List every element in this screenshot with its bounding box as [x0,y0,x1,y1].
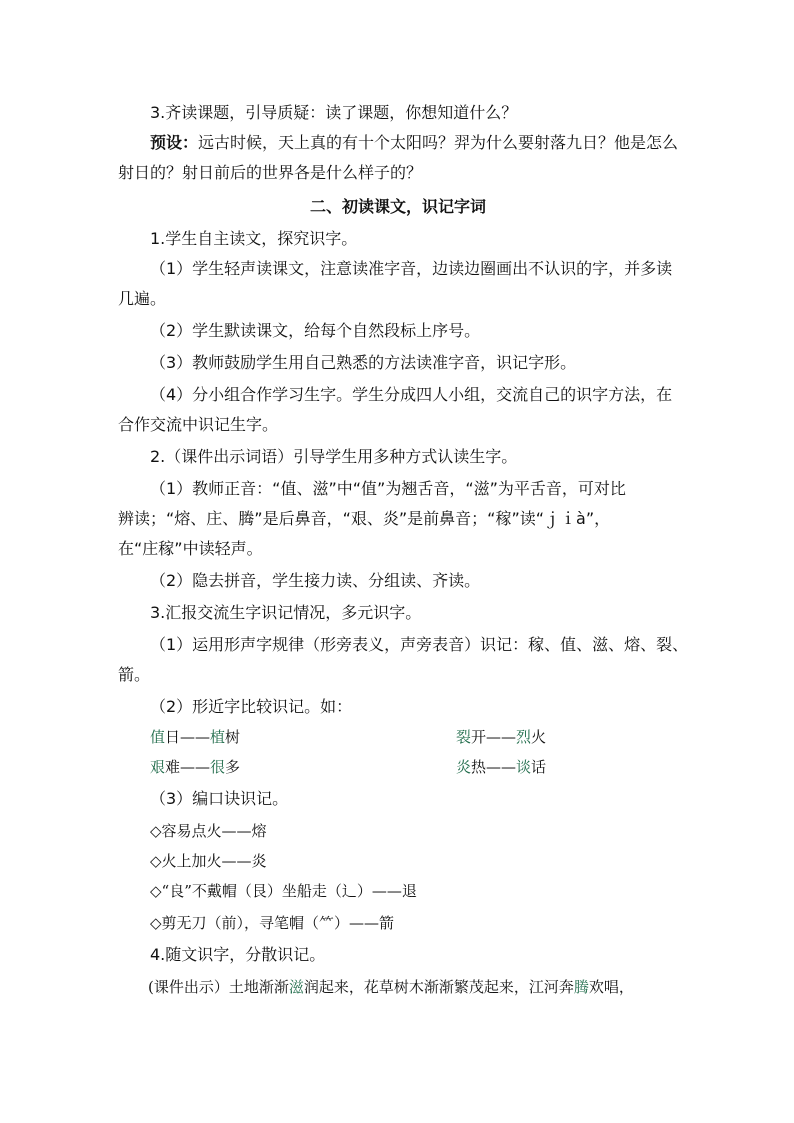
paragraph-line: 箭。 [118,665,151,684]
paragraph-line: 3.齐读课题，引导质疑：读了课题，你想知道什么？ [150,103,518,122]
paragraph-line: （2）隐去拼音，学生接力读、分组读、齐读。 [150,571,481,590]
char-compare-row [150,726,678,748]
char-pair-right: 裂开——烈火 [456,728,547,746]
paragraph-line: 在“庄稼”中读轻声。 [118,539,263,558]
paragraph-line: 4.随文识字，分散识记。 [150,945,326,964]
paragraph-line: 2.（课件出示词语）引导学生用多种方式认读生字。 [150,447,518,466]
paragraph-line: 辨读；“熔、庄、腾”是后鼻音，“艰、炎”是前鼻音；“稼”读“ｊｉà”， [118,509,611,528]
mnemonic-item: ◇剪无刀（前），寻笔帽（⺮）——箭 [150,914,395,932]
paragraph-line: （1）学生轻声读课文，注意读准字音，边读边圈画出不认识的字，并多读 [150,259,673,278]
paragraph-line: 3.汇报交流生字识记情况，多元识字。 [150,603,422,622]
preset-label: 预设： [150,133,199,152]
char-compare-row [150,756,678,778]
paragraph-line: 合作交流中识记生字。 [118,415,279,434]
paragraph-line: （4）分小组合作学习生字。学生分成四人小组，交流自己的识字方法，在 [150,385,673,404]
mnemonic-item: ◇容易点火——熔 [150,822,267,840]
courseware-line: (课件出示）土地渐渐滋润起来，花草树木渐渐繁茂起来，江河奔腾欢唱， [148,978,634,996]
paragraph-line: （2）形近字比较识记。如： [150,697,353,716]
char-pair-left: 艰难——很多 [150,758,241,776]
mnemonic-item: ◇“良”不戴帽（艮）坐船走（辶）——退 [150,882,417,900]
paragraph-line: （1）运用形声字规律（形旁表义，声旁表音）识记：稼、值、滋、熔、裂、 [150,635,689,654]
mnemonic-item: ◇火上加火——炎 [150,852,267,870]
paragraph-line: 几遍。 [118,289,167,308]
char-pair-right: 炎热——谈话 [456,758,547,776]
paragraph-line: （3）编口诀识记。 [150,789,289,808]
section-heading: 二、初读课文，识记字词 [309,197,486,216]
paragraph-line: 1.学生自主读文，探究识字。 [150,229,358,248]
paragraph-line: （2）学生默读课文，给每个自然段标上序号。 [150,321,481,340]
paragraph-line: 射日的？射日前后的世界各是什么样子的？ [118,163,423,182]
char-pair-left: 值日——植树 [150,728,241,746]
paragraph-line: （3）教师鼓励学生用自己熟悉的方法读准字音，识记字形。 [150,353,577,372]
paragraph-line: （1）教师正音：“值、滋”中“值”为翘舌音，“滋”为平舌音，可对比 [150,479,626,498]
paragraph-line: 预设：远古时候，天上真的有十个太阳吗？羿为什么要射落九日？他是怎么 [150,133,679,152]
